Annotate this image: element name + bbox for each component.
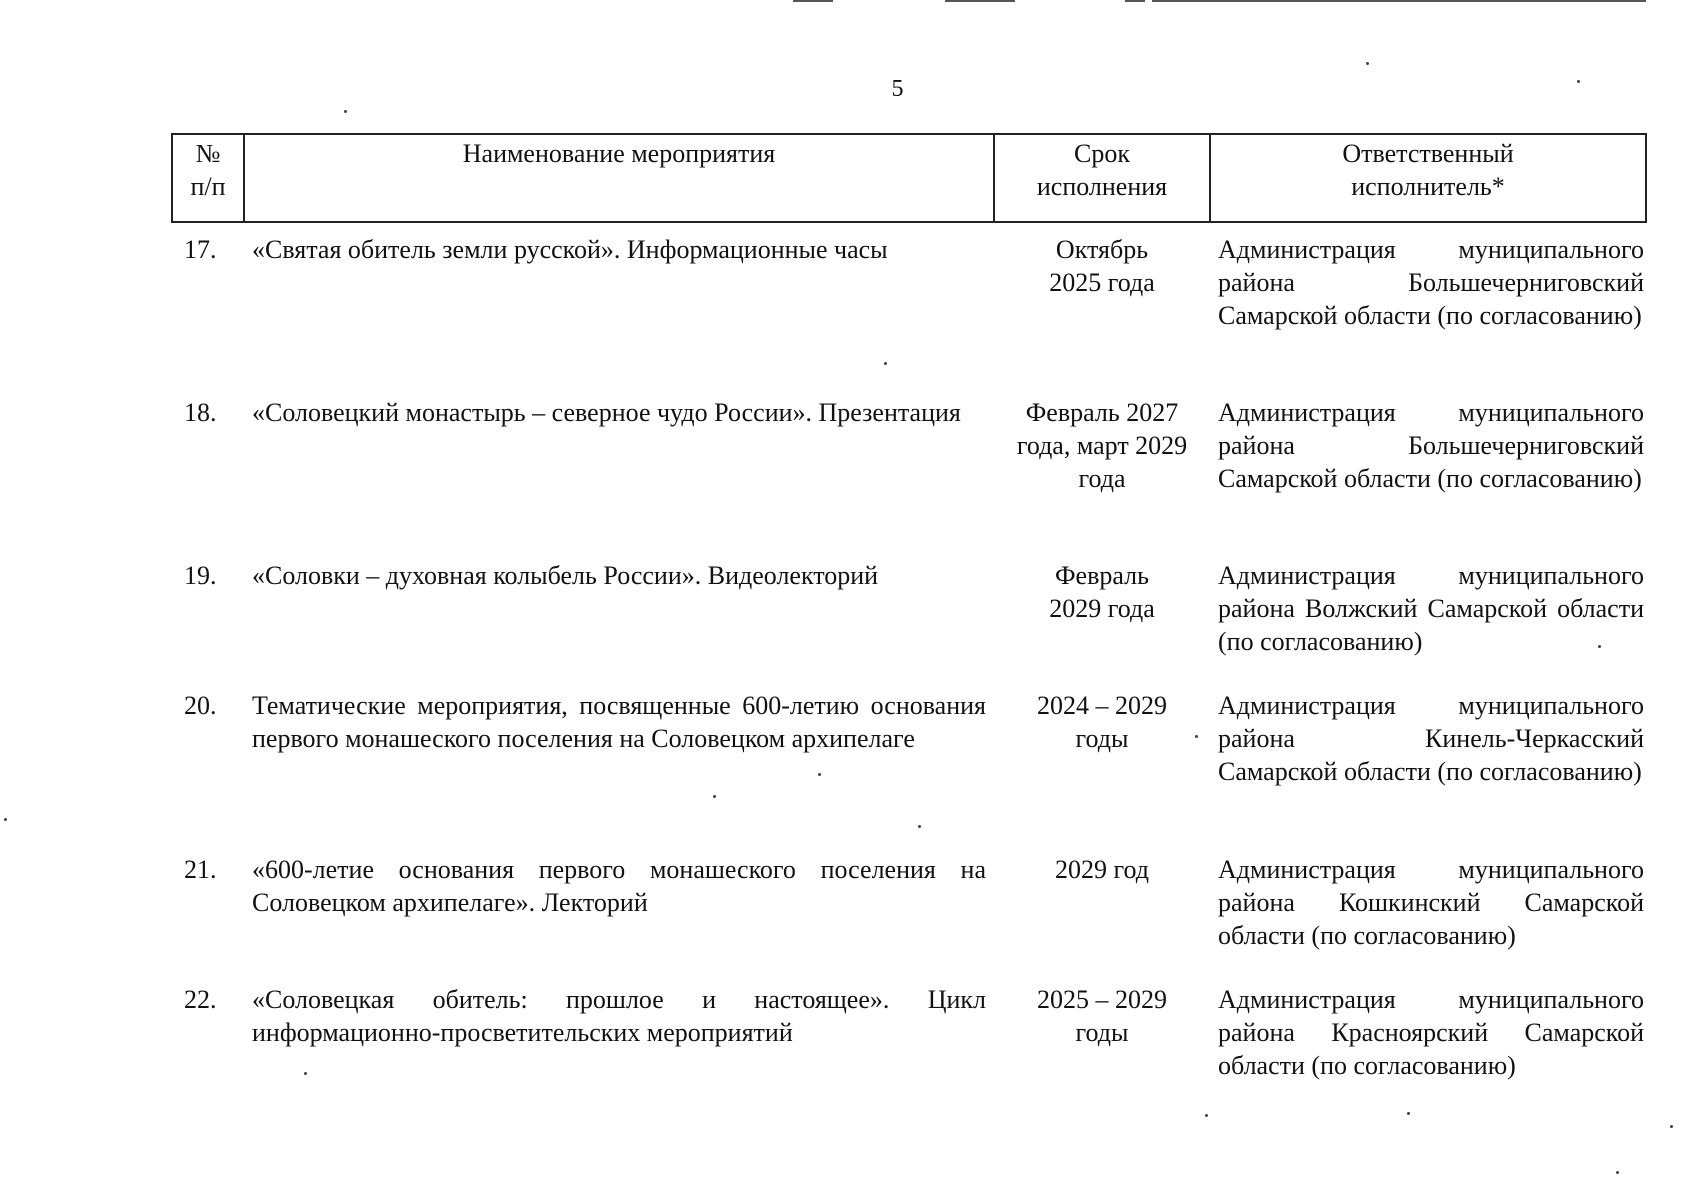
table-row bbox=[172, 853, 1646, 983]
event-term bbox=[994, 689, 1210, 853]
row-number: 19. bbox=[184, 561, 217, 590]
event-term-text: Февраль 2029 года bbox=[1049, 561, 1155, 623]
scan-speck bbox=[304, 1072, 307, 1075]
event-name: «Святая обитель земли русской». Информационные часы bbox=[252, 235, 888, 264]
scan-speck bbox=[1407, 1112, 1410, 1115]
event-name: «600-летие основания первого монашеского поселения на Соловецком архипелаге». Лекторий bbox=[252, 855, 986, 917]
scan-speck bbox=[344, 110, 347, 113]
header-resp bbox=[1210, 134, 1646, 222]
event-term bbox=[994, 853, 1210, 983]
event-responsible: Администрация муниципального района Кинель-Черкасский Самарской области (по согласованию) bbox=[1218, 691, 1644, 786]
event-name: Тематические мероприятия, посвященные 600-летию основания первого монашеского поселения на Соловецком архипелаге bbox=[252, 691, 986, 753]
scan-speck bbox=[4, 818, 7, 821]
scan-speck bbox=[1616, 1171, 1619, 1174]
header-num bbox=[172, 134, 244, 222]
header-num-label: № п/п bbox=[190, 139, 226, 201]
scan-edge-line bbox=[793, 0, 833, 2]
events-table bbox=[171, 133, 1647, 1093]
scan-speck bbox=[918, 825, 921, 828]
header-resp-label: Ответственный исполнитель* bbox=[1342, 139, 1514, 201]
row-number: 20. bbox=[184, 691, 217, 720]
event-term-text: 2024 – 2029 годы bbox=[1037, 691, 1167, 753]
scan-speck bbox=[1577, 80, 1580, 83]
row-number: 17. bbox=[184, 235, 217, 264]
event-responsible: Администрация муниципального района Волжский Самарской области (по согласованию) bbox=[1218, 561, 1644, 656]
event-name: «Соловецкая обитель: прошлое и настоящее». Цикл информационно-просветительских мероприятий bbox=[252, 985, 986, 1047]
table-row bbox=[172, 689, 1646, 853]
table-row bbox=[172, 222, 1646, 396]
event-term-text: 2029 год bbox=[1055, 855, 1149, 884]
table-row bbox=[172, 983, 1646, 1093]
row-number: 21. bbox=[184, 855, 217, 884]
header-name bbox=[244, 134, 994, 222]
scan-speck bbox=[884, 362, 887, 365]
event-responsible: Администрация муниципального района Большечерниговский Самарской области (по согласованию) bbox=[1218, 235, 1644, 330]
table-row bbox=[172, 559, 1646, 689]
scan-edge-line bbox=[1152, 0, 1646, 2]
event-term-text: Февраль 2027 года, март 2029 года bbox=[1016, 398, 1188, 493]
page-number: 5 bbox=[891, 76, 904, 102]
table-header bbox=[172, 134, 1646, 222]
scan-speck bbox=[818, 773, 821, 776]
event-term-text: Октябрь 2025 года bbox=[1049, 235, 1155, 297]
event-term bbox=[994, 222, 1210, 396]
event-term bbox=[994, 983, 1210, 1093]
event-responsible: Администрация муниципального района Кошкинский Самарской области (по согласованию) bbox=[1218, 855, 1644, 950]
event-term-text: 2025 – 2029 годы bbox=[1037, 985, 1167, 1047]
row-number: 18. bbox=[184, 398, 217, 427]
scan-edge-line bbox=[945, 0, 1015, 2]
event-name: «Соловки – духовная колыбель России». Видеолекторий bbox=[252, 561, 879, 590]
row-number: 22. bbox=[184, 985, 217, 1014]
event-term bbox=[994, 396, 1210, 559]
scan-speck bbox=[713, 795, 716, 798]
header-term bbox=[994, 134, 1210, 222]
scan-speck bbox=[1366, 62, 1369, 65]
header-term-label: Срок исполнения bbox=[1036, 139, 1168, 201]
event-responsible: Администрация муниципального района Красноярский Самарской области (по согласованию) bbox=[1218, 985, 1644, 1080]
event-name: «Соловецкий монастырь – северное чудо России». Презентация bbox=[252, 398, 961, 427]
header-name-label: Наименование мероприятия bbox=[462, 139, 776, 168]
scan-edge-line bbox=[1125, 0, 1145, 2]
scan-speck bbox=[1205, 1114, 1208, 1117]
table-row bbox=[172, 396, 1646, 559]
event-term bbox=[994, 559, 1210, 689]
event-responsible: Администрация муниципального района Большечерниговский Самарской области (по согласованию) bbox=[1218, 398, 1644, 493]
scan-speck bbox=[1670, 1125, 1673, 1128]
scan-speck bbox=[1195, 735, 1198, 738]
scan-speck bbox=[1598, 645, 1601, 648]
